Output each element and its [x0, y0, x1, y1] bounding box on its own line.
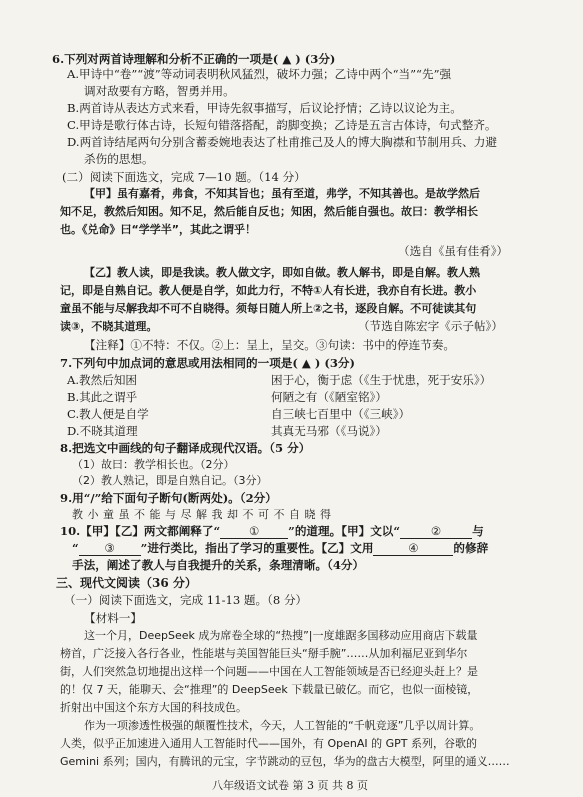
q10-blank-4[interactable]: ④	[373, 541, 453, 556]
passage-yi-line2: 记，即是自熟自记。教人便是自学，如此力行，不特①人有长进，我亦自有长进。教小	[60, 284, 477, 297]
q7-option-c-left: C.教人便是自学	[67, 407, 149, 421]
q10-line2	[72, 541, 488, 556]
q7-option-a-left: A.教然后知困	[67, 373, 138, 387]
section-3-sub-heading: （一）阅读下面选文，完成 11-13 题。（8 分）	[64, 593, 308, 607]
q6-option-a-line1: A.甲诗中“卷”“渡”等动词表明秋风猛烈，破坏力强；乙诗中两个“当”“先”强	[67, 67, 452, 81]
article-line3: 街，人们突然急切地提出这样一个问题——中国在人工智能领域是否已经迎头赶上？是	[60, 665, 478, 678]
q10-line2-part-a: “	[72, 541, 79, 555]
passage-jia-line3: 也。《兑命》曰“学学半”，其此之谓乎！	[60, 223, 256, 236]
q9-sentence: 教 小 童 虽 不 能 与 尽 解 我 却 不 可 不 自 晓 得	[72, 508, 332, 521]
q10-line2-part-c: 的修辞	[453, 541, 489, 555]
q8-sentence-1: （1）故曰：教学相长也。（2分）	[72, 458, 235, 471]
page-footer: 八年级语文试卷 第 3 页 共 8 页	[212, 779, 368, 792]
q7-option-d-left: D.不晓其道理	[67, 424, 138, 438]
article-line2: 榜首，广泛接入各行各业，性能堪与美国智能巨头“掰手腕”……从加利福尼亚到华尔	[60, 647, 468, 660]
q7-stem: 7.下列句中加点词的意思或用法相同的一项是( ▲ ) (3分)	[60, 356, 356, 370]
passage-jia-line2: 知不足，教然后知困。知不足，然后能自反也；知困，然后能自强也。故曰：教学相长	[60, 205, 478, 218]
q8-sentence-2: （2）教人熟记，即是自熟自记。（3分）	[72, 474, 268, 487]
article-line1: 这一个月，DeepSeek 成为席卷全球的“热搜”|一度雄踞多国移动应用商店下载量	[84, 629, 478, 642]
passage-yi-line1: 【乙】教人读，即是我读。教人做文字，即如自做。教人解书，即是自解。教人熟	[84, 266, 480, 279]
material-1-label: 【材料一】	[84, 611, 142, 625]
q7-option-b-left: B.其此之谓乎	[67, 390, 138, 404]
passage-jia-line1: 【甲】虽有嘉肴，弗食，不知其旨也；虽有至道，弗学，不知其善也。是故学然后	[84, 187, 480, 200]
section-3-heading: 三、现代文阅读（36 分）	[56, 576, 197, 590]
q7-option-c-right: 自三峡七百里中（《三峡》）	[271, 407, 411, 421]
q7-option-d-right: 其真无马邪（《马说》）	[271, 424, 387, 438]
q10-blank-1[interactable]: ①	[220, 524, 288, 539]
q6-option-d-line1: D.两首诗结尾两句分别含蓄委婉地表达了杜甫推己及人的博大胸襟和节制用兵、力避	[67, 135, 497, 149]
q6-stem: 6.下列对两首诗理解和分析不正确的一项是( ▲ ) (3分)	[52, 52, 336, 66]
q10-line3: 手法，阐述了教人与自我提升的关系，条理清晰。（4分）	[72, 558, 365, 572]
section-2-heading: (二）阅读下面选文，完成 7—10 题。（14 分）	[62, 170, 306, 184]
passage-yi-line3: 童虽不能与尽解我却不可不自晓得。须每日随人所上②之书，逐段自解。不可徒读其句	[60, 302, 477, 315]
article-line4: 的！仅 7 天，能聊天、会“推理”的 DeepSeek 下载量已破亿。而它，也似一面棱镜，	[60, 683, 479, 696]
article-line7: 人类，似乎正加速进入通用人工智能时代——国外，有 OpenAI 的 GPT 系列，谷歌的	[60, 737, 478, 750]
q10-line1-part-b: ”的道理。【甲】文以“	[288, 524, 401, 538]
q8-stem: 8.把选文中画线的句子翻译成现代汉语。（5 分）	[60, 441, 311, 455]
passage-jia-source: （选自《虽有佳肴》）	[398, 244, 509, 258]
article-line8: Gemini 系列；国内，有腾讯的元宝，字节跳动的豆包，华为的盘古大模型，阿里的通义……	[60, 755, 510, 768]
q10-line1-part-c: 与	[472, 524, 484, 538]
article-line5: 折射出中国这个东方大国的科技成色。	[60, 701, 247, 714]
q9-stem: 9.用“/”给下面句子断句(断两处)。（2分）	[60, 491, 277, 505]
q10-line2-part-b: ”进行类比，指出了学习的重要性。【乙】文用	[140, 541, 374, 555]
q10-blank-3[interactable]: ③	[79, 541, 141, 556]
q6-option-d-line2: 杀伤的思想。	[84, 152, 154, 166]
q6-option-a-line2: 调对敌要有方略，智勇并用。	[84, 84, 235, 98]
q10-blank-2[interactable]: ②	[400, 524, 472, 539]
q10-line1-part-a: 10.【甲】【乙】两文都阐释了“	[60, 524, 221, 538]
q6-option-b: B.两首诗从表达方式来看，甲诗先叙事描写，后议论抒情；乙诗以议论为主。	[67, 101, 462, 115]
article-line6: 作为一项渗透性极强的颠覆性技术，今天，人工智能的“千帆竞逐”几乎以周计算。	[84, 719, 481, 732]
annotation-notes: 【注释】①不特：不仅。②上：呈上，呈交。③句读：书中的停连节奏。	[84, 338, 456, 352]
q7-option-b-right: 何陋之有（《陋室铭》）	[271, 390, 387, 404]
q6-option-c: C.甲诗是歌行体古诗，长短句错落搭配，韵脚变换；乙诗是五言古体诗，句式整齐。	[67, 118, 497, 132]
passage-yi-source: （节选自陈宏字《示子帖》）	[358, 319, 503, 333]
q10-line1	[60, 524, 484, 539]
q7-option-a-right: 困于心，衡于虑（《生于忧患，死于安乐》）	[271, 373, 492, 387]
passage-yi-line4: 读③，不晓其道理。	[60, 320, 158, 333]
